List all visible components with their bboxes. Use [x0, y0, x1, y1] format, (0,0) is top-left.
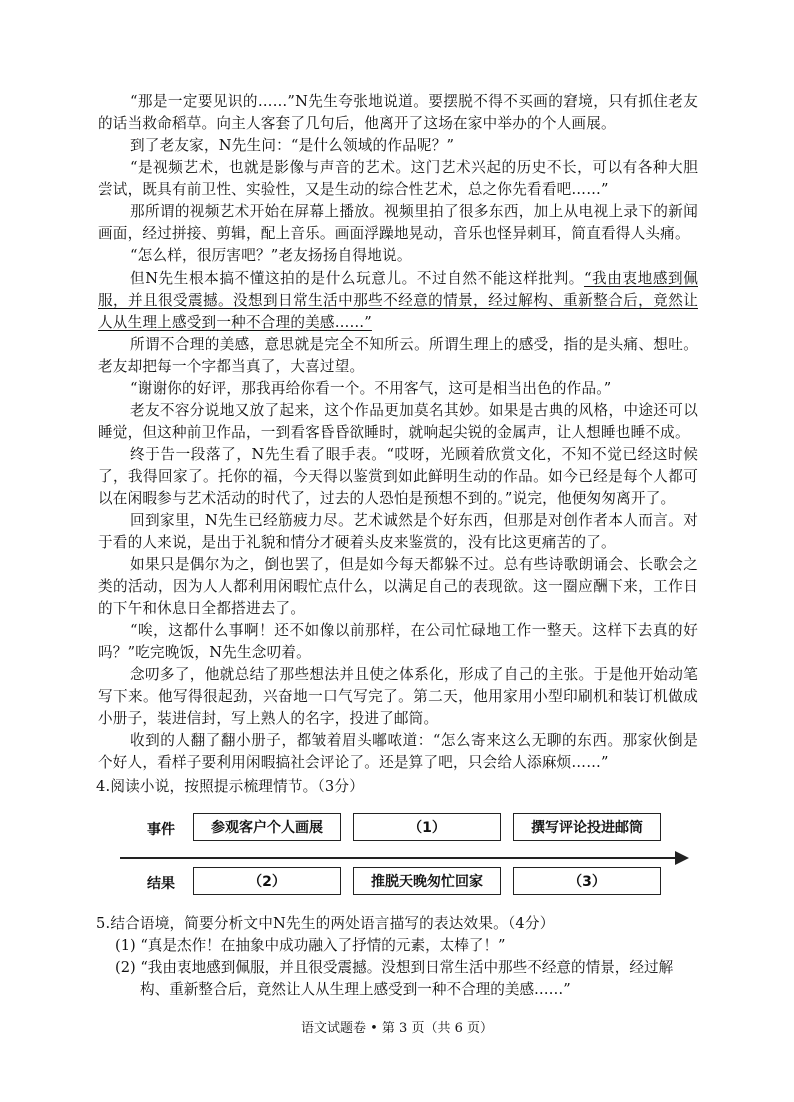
question-5-prompt: 5.结合语境，简要分析文中N先生的两处语言描写的表达效果。（4分）: [96, 915, 555, 932]
story-paragraph-10: 终于告一段落了，N先生看了眼手表。“哎呀，光顾着欣赏文化，不知不觉已经这时候了，我得回家了。托你的福，今天得以鉴赏到如此鲜明生动的作品。如今已经是每个人都可以在闲暇参与艺术活动的时代了，过去的人恐怕是预想不到的。”说完，他便匆匆离开了。: [98, 446, 698, 507]
story-paragraph-11: 回到家里，N先生已经筋疲力尽。艺术诚然是个好东西，但那是对创作者本人而言。对于看的人来说，是出于礼貌和情分才硬着头皮来鉴赏的，没有比这更痛苦的了。: [98, 512, 698, 551]
item-2-quote-line-1: “我由衷地感到佩服，并且很受震撼。没想到日常生活中那些不经意的情景，经过解: [140, 959, 674, 976]
story-paragraph-4: 那所谓的视频艺术开始在屏幕上播放。视频里拍了很多东西，加上从电视上录下的新闻画面，经过拼接、剪辑，配上音乐。画面浮躁地晃动，音乐也怪异刺耳，简直看得人头痛。: [98, 203, 698, 242]
story-paragraph-8: “谢谢你的好评，那我再给你看一个。不用客气，这可是相当出色的作品。”: [130, 380, 612, 397]
story-paragraph-6: [98, 268, 698, 334]
event-box-2-blank[interactable]: （1）: [353, 813, 501, 841]
question-5-item-2: [115, 957, 673, 979]
result-box-1-blank[interactable]: （2）: [193, 867, 341, 895]
event-box-1: 参观客户个人画展: [193, 813, 341, 841]
row-label-events: 事件: [147, 822, 175, 838]
story-paragraph-13: “唉，这都什么事啊！还不如像以前那样，在公司忙碌地工作一整天。这样下去真的好吗？”吃完晚饭，N先生念叨着。: [98, 622, 698, 661]
paragraph-6-text: 但N先生根本搞不懂这拍的是什么玩意儿。不过自然不能这样批判。: [130, 270, 584, 287]
event-box-3: 撰写评论投进邮筒: [513, 813, 661, 841]
story-paragraph-9: 老友不容分说地又放了起来，这个作品更加莫名其妙。如果是古典的风格，中途还可以睡觉，但这种前卫作品，一到看客昏昏欲睡时，就响起尖锐的金属声，让人想睡也睡不成。: [98, 402, 698, 441]
story-paragraph-1: “那是一定要见识的……”N先生夸张地说道。要摆脱不得不买画的窘境，只有抓住老友的话当救命稻草。向主人客套了几句后，他离开了这场在家中举办的个人画展。: [98, 93, 698, 132]
underlined-quote: “我由衷地感到佩服，并且很受震撼。没想到日常生活中那些不经意的情景，经过解构、重新整合后，竟然让人从生理上感受到一种不合理的美感……”: [98, 270, 698, 331]
story-paragraph-15: 收到的人翻了翻小册子，都皱着眉头嘟哝道：“怎么寄来这么无聊的东西。那家伙倒是个好人，看样子要利用闲暇搞社会评论了。还是算了吧，只会给人添麻烦……”: [98, 732, 698, 771]
story-paragraph-12: 如果只是偶尔为之，倒也罢了，但是如今每天都躲不过。总有些诗歌朗诵会、长歌会之类的活动，因为人人都利用闲暇忙点什么，以满足自己的表现欲。这一圈应酬下来，工作日的下午和休息日全都搭进去了。: [98, 556, 698, 617]
question-4-prompt: 4.阅读小说，按照提示梳理情节。（3分）: [96, 778, 365, 795]
story-paragraph-14: 念叨多了，他就总结了那些想法并且使之体系化，形成了自己的主张。于是他开始动笔写下来。他写得很起劲，兴奋地一口气写完了。第二天，他用家用小型印刷机和装订机做成小册子，装进信封，写上熟人的名字，投进了邮筒。: [98, 666, 698, 727]
story-paragraph-3: “是视频艺术，也就是影像与声音的艺术。这门艺术兴起的历史不长，可以有各种大胆尝试，既具有前卫性、实验性，又是生动的综合性艺术，总之你先看看吧……”: [98, 159, 698, 198]
plot-flowchart: [95, 813, 695, 903]
story-paragraph-5: “怎么样，很厉害吧？”老友扬扬自得地说。: [130, 247, 412, 264]
page-footer: 语文试题卷 • 第 3 页（共 6 页）: [300, 1021, 493, 1036]
item-2-number: (2): [115, 959, 136, 976]
result-box-2: 推脱天晚匆忙回家: [353, 867, 501, 895]
story-paragraph-7: 所谓不合理的美感，意思就是完全不知所云。所谓生理上的感受，指的是头痛、想吐。老友却把每一个字都当真了，大喜过望。: [98, 336, 698, 375]
story-paragraph-2: 到了老友家，N先生问：“是什么领域的作品呢？”: [130, 137, 455, 154]
timeline-arrow-line: [120, 857, 680, 859]
item-1-number: (1): [115, 937, 136, 954]
question-5-item-2-continued: 构、重新整合后，竟然让人从生理上感受到一种不合理的美感……”: [140, 981, 571, 998]
row-label-results: 结果: [147, 876, 175, 892]
item-1-quote: “真是杰作！在抽象中成功融入了抒情的元素，太棒了！”: [140, 937, 506, 954]
arrow-head-icon: [675, 851, 689, 865]
question-5-item-1: [115, 935, 506, 957]
result-box-3-blank[interactable]: （3）: [513, 867, 661, 895]
